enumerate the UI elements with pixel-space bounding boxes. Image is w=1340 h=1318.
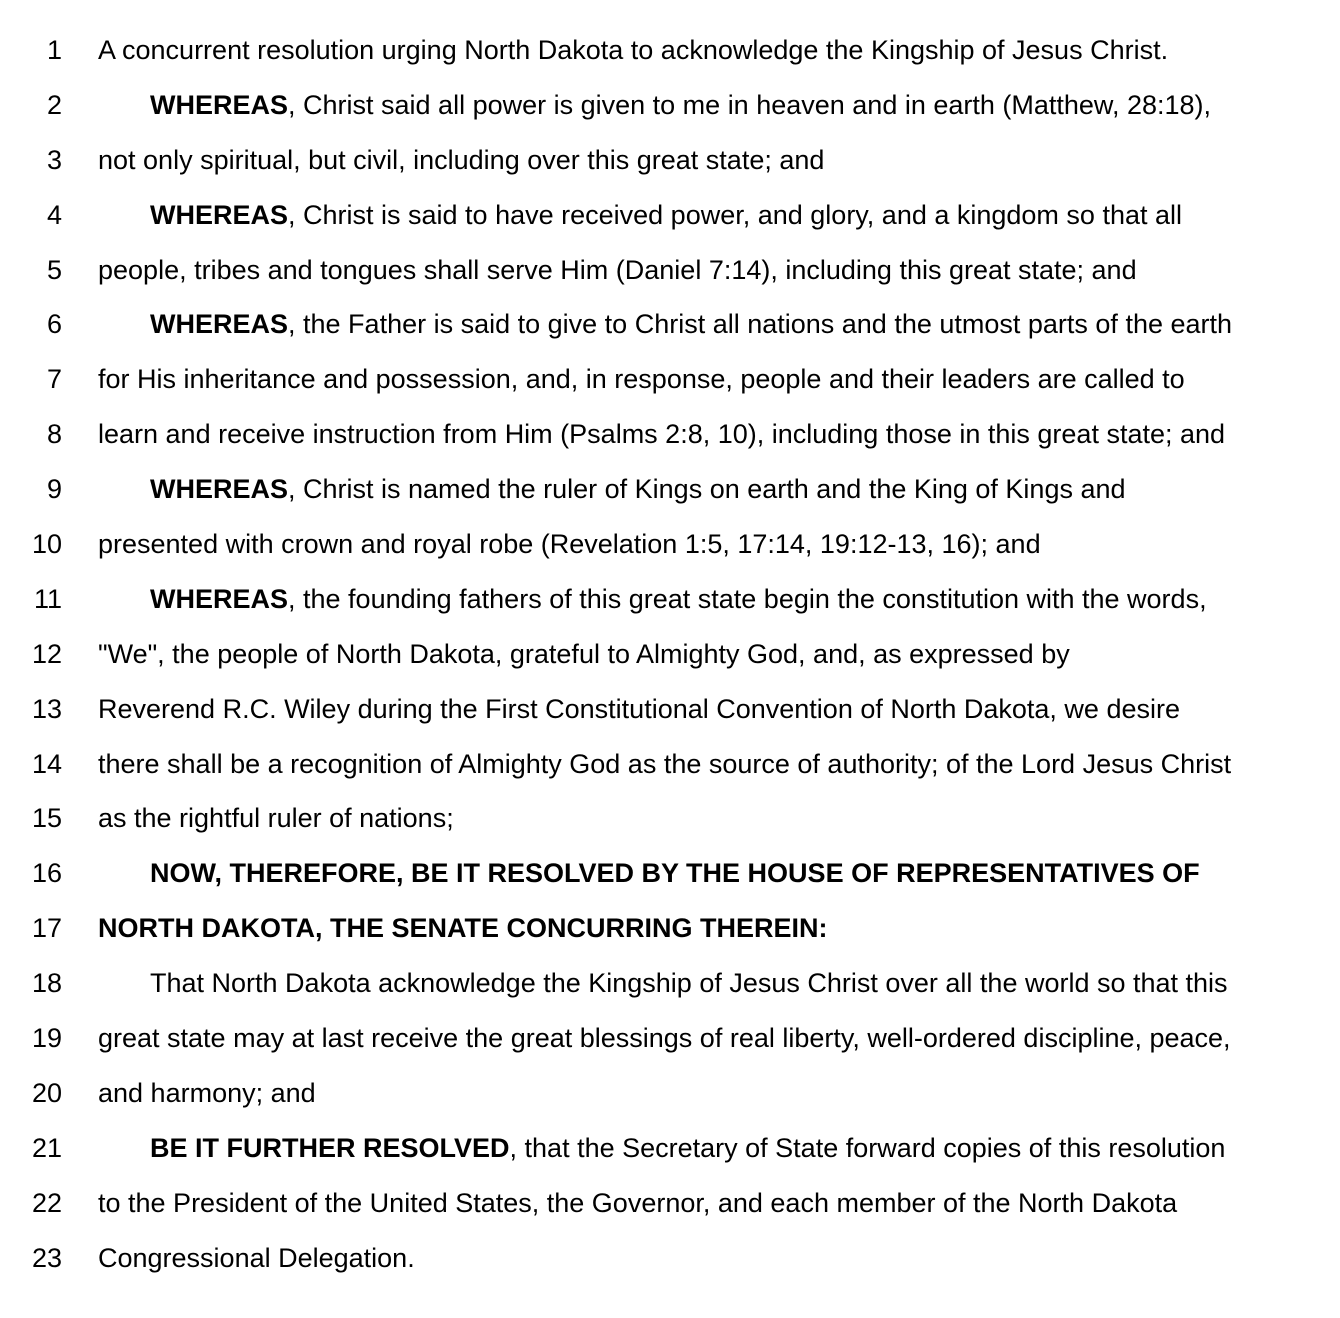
line-text <box>150 297 1232 352</box>
document-line <box>0 791 1340 846</box>
document-line <box>0 1066 1340 1121</box>
line-number: 12 <box>31 638 62 669</box>
line-text <box>150 462 1126 517</box>
text-segment: , the Father is said to give to Christ all nations and the utmost parts of the earth <box>288 309 1233 340</box>
line-text <box>98 1066 316 1121</box>
line-text <box>98 901 828 956</box>
line-text <box>98 517 1041 572</box>
line-number: 3 <box>46 144 62 175</box>
bold-text-segment: WHEREAS <box>150 199 289 230</box>
text-segment: Reverend R.C. Wiley during the First Constitutional Convention of North Dakota, we desire <box>98 693 1180 724</box>
document-line <box>0 352 1340 407</box>
document-line <box>0 737 1340 792</box>
document-line <box>0 1121 1340 1176</box>
line-number: 5 <box>46 254 62 285</box>
line-text <box>98 1231 415 1286</box>
line-number: 20 <box>31 1077 62 1108</box>
line-number: 1 <box>46 35 62 65</box>
line-text <box>98 243 1137 298</box>
line-number: 9 <box>46 474 62 505</box>
line-number: 18 <box>31 968 62 999</box>
bold-text-segment: WHEREAS <box>150 474 289 505</box>
line-text <box>98 23 1168 78</box>
line-text <box>98 407 1225 462</box>
line-text <box>98 133 824 188</box>
text-segment: presented with crown and royal robe (Revelation 1:5, 17:14, 19:12-13, 16); and <box>98 529 1041 560</box>
document-line <box>0 133 1340 188</box>
document-line <box>0 956 1340 1011</box>
line-number: 15 <box>31 803 62 834</box>
resolution-document <box>0 23 1340 1285</box>
text-segment: , Christ is named the ruler of Kings on earth and the King of Kings and <box>288 474 1126 505</box>
text-segment: there shall be a recognition of Almighty God as the source of authority; of the Lord Jesus Christ <box>98 748 1232 779</box>
text-segment: great state may at last receive the great blessings of real liberty, well-ordered discipline, peace, <box>98 1023 1231 1054</box>
document-line <box>0 1231 1340 1286</box>
document-line <box>0 517 1340 572</box>
line-text <box>150 846 1200 901</box>
line-number: 23 <box>31 1242 62 1273</box>
line-text <box>150 78 1211 133</box>
bold-text-segment: WHEREAS <box>150 89 289 120</box>
document-line <box>0 407 1340 462</box>
document-line <box>0 682 1340 737</box>
line-text <box>98 1176 1177 1231</box>
line-text <box>98 1011 1231 1066</box>
document-line <box>0 188 1340 243</box>
line-text <box>150 572 1207 627</box>
line-number: 6 <box>46 309 62 340</box>
line-number: 4 <box>46 199 62 230</box>
line-number: 7 <box>46 364 62 395</box>
document-line <box>0 1176 1340 1231</box>
bold-text-segment: NORTH DAKOTA, THE SENATE CONCURRING THEREIN: <box>98 913 828 944</box>
line-number: 21 <box>31 1132 62 1163</box>
document-line <box>0 297 1340 352</box>
line-text <box>98 352 1185 407</box>
line-number: 10 <box>31 529 62 560</box>
line-number: 16 <box>31 858 62 889</box>
line-number: 19 <box>31 1023 62 1054</box>
document-line <box>0 627 1340 682</box>
text-segment: not only spiritual, but civil, including over this great state; and <box>98 144 825 175</box>
line-number: 8 <box>46 419 62 450</box>
line-number: 2 <box>46 89 62 120</box>
document-line <box>0 846 1340 901</box>
line-number: 14 <box>31 748 62 779</box>
line-number: 13 <box>31 693 62 724</box>
document-line <box>0 1011 1340 1066</box>
line-text <box>150 188 1182 243</box>
text-segment: people, tribes and tongues shall serve Him (Daniel 7:14), including this great state; and <box>98 254 1137 285</box>
text-segment: and harmony; and <box>98 1077 316 1108</box>
document-line <box>0 78 1340 133</box>
line-text <box>150 1121 1225 1176</box>
line-text <box>98 682 1180 737</box>
document-line <box>0 462 1340 517</box>
document-line <box>0 23 1340 78</box>
bold-text-segment: WHEREAS <box>150 309 289 340</box>
line-number: 17 <box>31 913 62 944</box>
line-number: 22 <box>31 1187 62 1218</box>
line-text <box>98 737 1231 792</box>
text-segment: , the founding fathers of this great state begin the constitution with the words, <box>288 583 1207 614</box>
bold-text-segment: NOW, THEREFORE, BE IT RESOLVED BY THE HOUSE OF REPRESENTATIVES OF <box>150 858 1200 889</box>
text-segment: That North Dakota acknowledge the Kingship of Jesus Christ over all the world so that this <box>150 968 1228 999</box>
line-text <box>98 791 454 846</box>
text-segment: , Christ said all power is given to me in heaven and in earth (Matthew, 28:18), <box>288 89 1211 120</box>
document-line <box>0 572 1340 627</box>
text-segment: for His inheritance and possession, and, in response, people and their leaders are called to <box>98 364 1185 395</box>
line-text <box>98 627 1070 682</box>
text-segment: as the rightful ruler of nations; <box>98 803 454 834</box>
text-segment: Congressional Delegation. <box>98 1242 415 1273</box>
document-line <box>0 243 1340 298</box>
line-number: 11 <box>33 583 62 614</box>
text-segment: to the President of the United States, the Governor, and each member of the North Dakota <box>98 1187 1178 1218</box>
text-segment: A concurrent resolution urging North Dakota to acknowledge the Kingship of Jesus Christ. <box>98 35 1169 65</box>
bold-text-segment: BE IT FURTHER RESOLVED <box>150 1132 510 1163</box>
text-segment: , Christ is said to have received power, and glory, and a kingdom so that all <box>288 199 1182 230</box>
document-line <box>0 901 1340 956</box>
bold-text-segment: WHEREAS <box>150 583 289 614</box>
text-segment: "We", the people of North Dakota, grateful to Almighty God, and, as expressed by <box>98 638 1070 669</box>
text-segment: , that the Secretary of State forward copies of this resolution <box>509 1132 1226 1163</box>
text-segment: learn and receive instruction from Him (Psalms 2:8, 10), including those in this great state; and <box>98 419 1226 450</box>
line-text <box>150 956 1228 1011</box>
